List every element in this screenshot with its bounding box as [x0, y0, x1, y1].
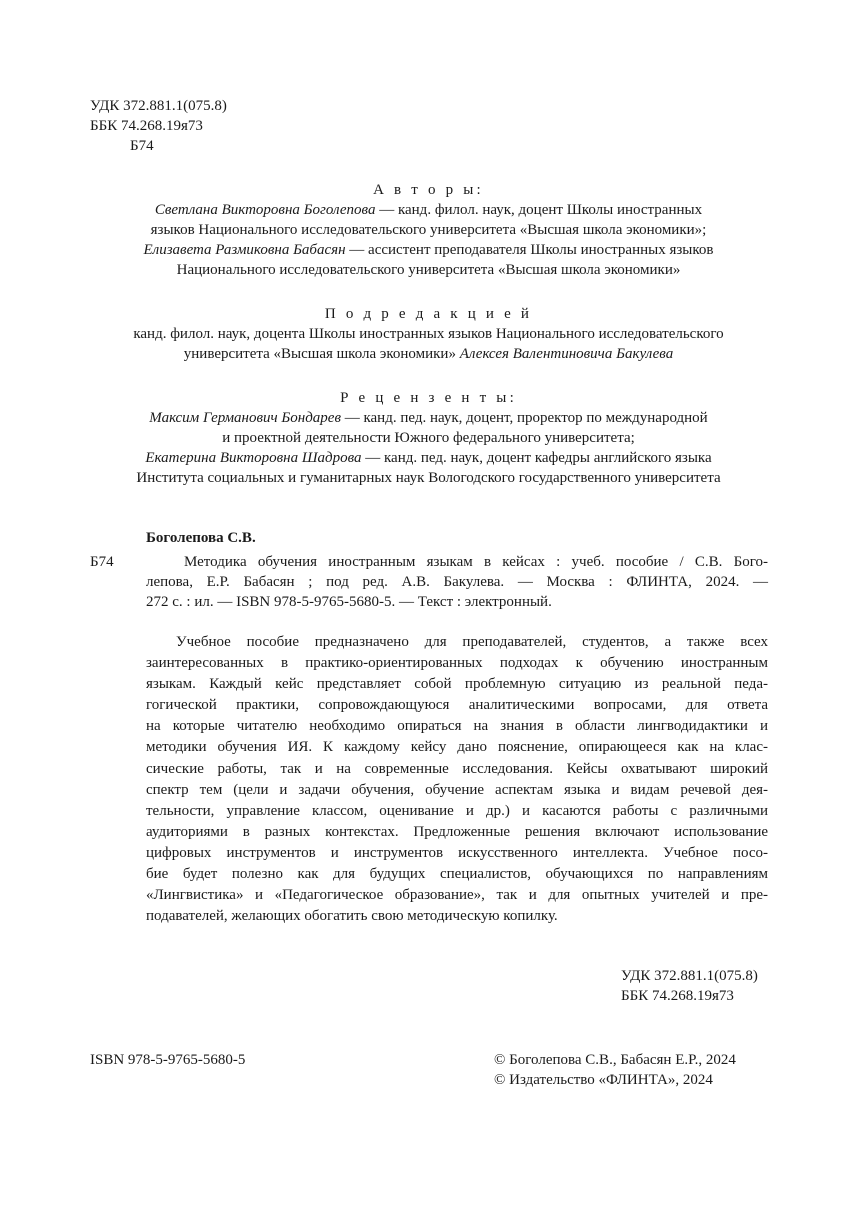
reviewer2-name: Екатерина Викторовна Шадрова: [145, 450, 362, 466]
annotation-line: заинтересованных в практико-ориентированных подходах к обучению иностранным: [146, 655, 768, 672]
editor-line1: канд. филол. наук, доцента Школы иностранных языков Национального исследовательского: [133, 326, 724, 342]
udk-code: УДК 372.881.1(075.8): [90, 98, 227, 114]
author1-name: Светлана Викторовна Боголепова: [154, 202, 376, 218]
annotation-line: на которые читателю необходимо опираться на знания в области лингводидактики и: [146, 718, 768, 735]
annotation-line: Учебное пособие предназначено для преподавателей, студентов, а также всех: [176, 634, 768, 650]
bibliographic-code: [90, 552, 114, 572]
bottom-udk-code: УДК 372.881.1(075.8): [621, 968, 758, 984]
author2-name: Елизавета Размиковна Бабасян: [143, 242, 346, 258]
isbn-block: [90, 1050, 245, 1070]
editor-line2: [60, 344, 797, 364]
author1-line2: языков Национального исследовательского университета «Высшая школа экономики»;: [150, 222, 707, 238]
annotation-line: гогической практики, сопровождающуюся аналитическими вопросами, для ответа: [146, 697, 768, 714]
annotation-line: сические работы, так и на современные исследования. Кейсы охватывают широкий: [146, 760, 768, 777]
editor-section: [60, 304, 797, 364]
annotation-line: цифровых инструментов и инструментов искусственного интеллекта. Учебное посо-: [146, 844, 768, 861]
editor-line2-prefix: университета «Высшая школа экономики»: [183, 346, 460, 362]
copyright-publisher: © Издательство «ФЛИНТА», 2024: [494, 1072, 713, 1088]
reviewers-section: [60, 388, 797, 488]
reviewer1-line2: и проектной деятельности Южного федерального университета;: [222, 430, 635, 446]
bibliographic-line2: лепова, Е.Р. Бабасян ; под ред. А.В. Бакулева. — Москва : ФЛИНТА, 2024. —: [146, 574, 768, 590]
bibliographic-author: [146, 528, 256, 548]
author-mark-code: Б74: [130, 138, 154, 154]
bottom-classification: [621, 966, 758, 1006]
reviewer1-line1: [60, 408, 797, 428]
bibliographic-author-heading: Боголепова С.В.: [146, 530, 256, 546]
annotation-line: тельности, управление классом, оценивание и др.) и касаются работы с различными: [146, 802, 768, 819]
author2-line1: [60, 240, 797, 260]
reviewer2-line2: Института социальных и гуманитарных наук Вологодского государственного университета: [136, 470, 721, 486]
authors-section: [60, 180, 797, 280]
bibliographic-code-text: Б74: [90, 554, 114, 570]
editor-name: Алексея Валентиновича Бакулева: [459, 346, 674, 362]
reviewer1-desc: — канд. пед. наук, доцент, проректор по международной: [340, 410, 708, 426]
annotation-line: «Лингвистика» и «Педагогическое образование», так и для опытных учителей и пре-: [146, 887, 768, 904]
reviewer2-desc: — канд. пед. наук, доцент кафедры английского языка: [361, 450, 712, 466]
reviewer2-line1: [60, 448, 797, 468]
author1-line1: [60, 200, 797, 220]
bottom-bbk-code: ББК 74.268.19я73: [621, 988, 734, 1004]
annotation-line: подавателей, желающих обогатить свою методическую копилку.: [146, 908, 558, 925]
bibliographic-record: [146, 552, 768, 612]
annotation-line: спектр тем (цели и задачи обучения, обучение аспектам языка и видам речевой дея-: [146, 781, 768, 798]
bibliographic-line3: 272 с. : ил. — ISBN 978-5-9765-5680-5. — Текст : электронный.: [146, 594, 552, 610]
editor-heading: П о д р е д а к ц и е й: [324, 306, 533, 322]
bibliographic-line1: Методика обучения иностранным языкам в кейсах : учеб. пособие / С.В. Бого-: [184, 554, 768, 570]
reviewer1-name: Максим Германович Бондарев: [149, 410, 341, 426]
author2-desc: — ассистент преподавателя Школы иностранных языков: [345, 242, 714, 258]
isbn: ISBN 978-5-9765-5680-5: [90, 1052, 246, 1068]
author1-desc: — канд. филол. наук, доцент Школы иностранных: [375, 202, 703, 218]
copyright-authors: © Боголепова С.В., Бабасян Е.Р., 2024: [494, 1052, 736, 1068]
annotation-line: языкам. Каждый кейс представляет собой проблемную ситуацию из реальной педа-: [146, 676, 768, 693]
annotation-line: методики обучения ИЯ. К каждому кейсу дано пояснение, опирающееся как на клас-: [146, 739, 768, 756]
copyright-block: [494, 1050, 736, 1090]
author2-line2: Национального исследовательского университета «Высшая школа экономики»: [176, 262, 681, 278]
annotation-line: бие будет полезно как для будущих специалистов, обучающихся по направлениям: [146, 866, 768, 883]
reviewers-heading: Р е ц е н з е н т ы:: [340, 390, 517, 406]
bbk-code: ББК 74.268.19я73: [90, 118, 203, 134]
authors-heading: А в т о р ы:: [373, 182, 484, 198]
classification-block: [90, 96, 227, 156]
annotation-line: аудиториями в разных контекстах. Предложенные решения включают использование: [146, 823, 768, 840]
annotation: [146, 632, 768, 927]
